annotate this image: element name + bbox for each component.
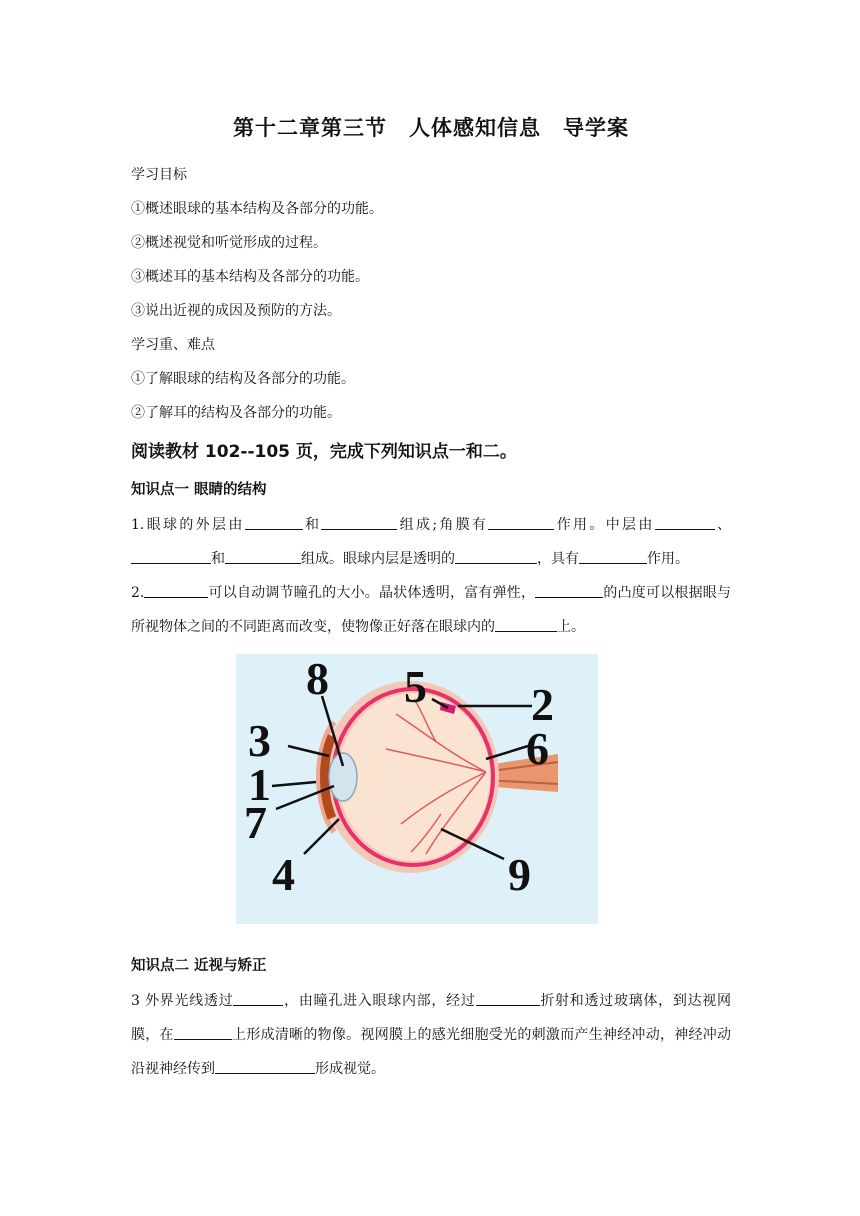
page-title: 第十二章第三节 人体感知信息 导学案 — [233, 116, 629, 140]
q1-text: 组成;角膜有 — [397, 517, 489, 533]
diagram-label: 5 — [404, 661, 427, 712]
diagram-label: 9 — [508, 849, 531, 900]
knowledge-point-1-heading: 知识点一 眼睛的结构 — [131, 482, 267, 498]
answer-blank[interactable] — [495, 614, 557, 632]
answer-blank[interactable] — [579, 546, 647, 564]
q1-text: 作用。中层由 — [554, 517, 655, 533]
objective-item: ③概述耳的基本结构及各部分的功能。 — [131, 269, 369, 285]
question-2 — [131, 576, 731, 644]
answer-blank[interactable] — [144, 580, 208, 598]
question-3 — [131, 984, 731, 1086]
diagram-label: 7 — [244, 797, 267, 848]
q3-text: 形成视觉。 — [315, 1061, 385, 1077]
q1-text: 作用。 — [647, 551, 689, 567]
key-points-heading: 学习重、难点 — [131, 337, 215, 353]
q3-text: ，由瞳孔进入眼球内部，经过 — [283, 993, 476, 1009]
vitreous-body — [338, 693, 490, 861]
q2-text: 2. — [131, 585, 145, 601]
answer-blank[interactable] — [321, 512, 397, 530]
answer-blank[interactable] — [225, 546, 301, 564]
diagram-label: 4 — [272, 849, 295, 900]
answer-blank[interactable] — [488, 512, 554, 530]
q3-text: 折射和透过玻璃体，到达视网膜，在 — [131, 993, 732, 1043]
q2-text: 上。 — [557, 619, 585, 635]
q1-text: ，具有 — [537, 551, 579, 567]
answer-blank[interactable] — [245, 512, 303, 530]
document-page — [131, 112, 731, 1086]
objective-item: ①概述眼球的基本结构及各部分的功能。 — [131, 201, 383, 217]
key-point-item: ①了解眼球的结构及各部分的功能。 — [131, 371, 355, 387]
diagram-label: 6 — [526, 723, 549, 774]
question-1 — [131, 508, 731, 576]
diagram-label: 8 — [306, 654, 329, 704]
answer-blank[interactable] — [215, 1056, 315, 1074]
q1-text: 和 — [302, 517, 322, 533]
answer-blank[interactable] — [655, 512, 715, 530]
diagram-label: 2 — [531, 679, 554, 730]
key-point-item: ②了解耳的结构及各部分的功能。 — [131, 405, 341, 421]
reading-instruction: 阅读教材 102--105 页，完成下列知识点一和二。 — [131, 442, 517, 462]
lens — [329, 753, 357, 801]
objectives-heading: 学习目标 — [131, 167, 187, 183]
eye-structure-diagram — [236, 654, 598, 924]
answer-blank[interactable] — [233, 988, 283, 1006]
answer-blank[interactable] — [535, 580, 603, 598]
q1-text: 、 — [714, 517, 732, 533]
eye-diagram-svg — [236, 654, 598, 924]
objective-item: ②概述视觉和听觉形成的过程。 — [131, 235, 327, 251]
q3-text: 上形成清晰的物像。视网膜上的感光细胞受光的刺激而产生神经冲动，神经冲动沿视神经传到 — [131, 1027, 732, 1077]
q1-text: 1.眼球的外层由 — [131, 517, 245, 533]
q2-text: 可以自动调节瞳孔的大小。晶状体透明，富有弹性， — [208, 585, 536, 601]
objective-item: ③说出近视的成因及预防的方法。 — [131, 303, 341, 319]
answer-blank[interactable] — [174, 1022, 232, 1040]
knowledge-point-2-heading: 知识点二 近视与矫正 — [131, 958, 267, 974]
q1-text: 组成。眼球内层是透明的 — [301, 551, 455, 567]
diagram-label: 1 — [248, 759, 271, 810]
answer-blank[interactable] — [131, 546, 211, 564]
answer-blank[interactable] — [476, 988, 540, 1006]
q1-text: 和 — [211, 551, 225, 567]
q3-text: 3 外界光线透过 — [131, 993, 234, 1009]
q2-text: 的凸度可以根据眼与所视物体之间的不同距离而改变，使物像正好落在眼球内的 — [131, 585, 731, 635]
answer-blank[interactable] — [455, 546, 537, 564]
diagram-label: 3 — [248, 715, 271, 766]
